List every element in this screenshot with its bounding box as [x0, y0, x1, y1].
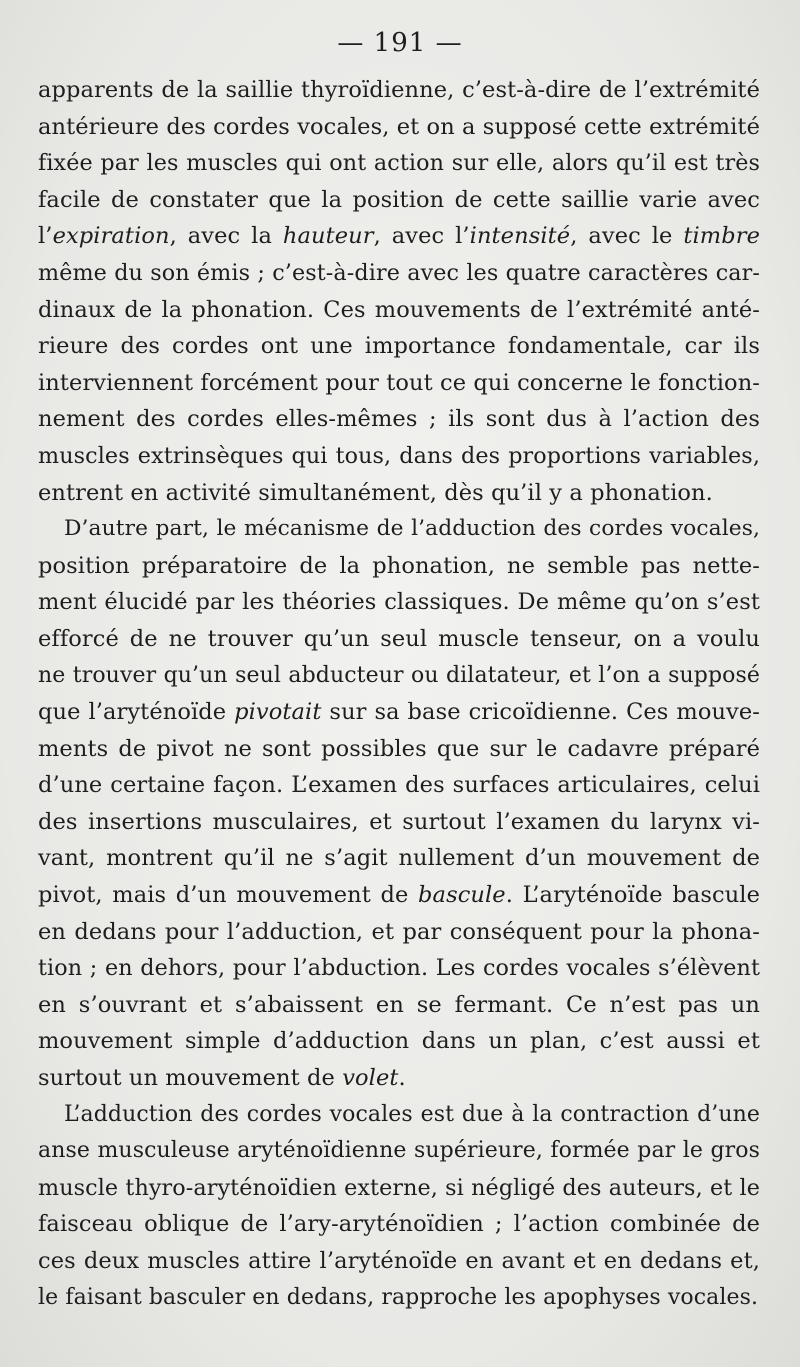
text-line [38, 109, 760, 146]
text-run: rieure des cordes ont une importance fondamentale, car ils [38, 333, 760, 360]
text-line [38, 1280, 760, 1317]
text-run: surtout un mouvement de [38, 1065, 343, 1092]
text-line [38, 72, 760, 109]
paragraph [38, 511, 760, 1097]
italic-text: volet [342, 1065, 399, 1092]
text-line [38, 511, 760, 548]
text-line [38, 475, 760, 512]
text-run: pivot, mais d’un mouvement de [38, 882, 419, 909]
text-line [38, 658, 760, 695]
text-run: , avec l’ [373, 223, 470, 250]
text-run: le faisant basculer en dedans, rapproche les apophyses vocales. [38, 1284, 759, 1310]
text-run: des insertions musculaires, et surtout l’examen du larynx vi- [38, 808, 760, 835]
text-run: . [398, 1065, 406, 1092]
text-run: , avec le [570, 223, 684, 250]
text-line [38, 877, 760, 914]
body-text [38, 72, 760, 1316]
text-line [38, 255, 760, 292]
text-line [38, 1243, 760, 1280]
text-line [38, 731, 760, 768]
text-line [38, 987, 760, 1024]
text-run: mouvement simple d’adduction dans un plan, c’est aussi et [38, 1028, 760, 1055]
text-run: entrent en activité simultanément, dès qu’il y a phonation. [38, 479, 713, 506]
text-line [38, 950, 760, 987]
text-run: apparents de la saillie thyroïdienne, c’est-à-dire de l’extrémité [38, 77, 760, 103]
text-line [38, 621, 760, 658]
text-run: l’ [38, 223, 53, 250]
text-run: faisceau oblique de l’ary-aryténoïdien ; l’action combinée de [38, 1211, 760, 1238]
text-line [38, 401, 760, 438]
italic-text: hauteur [282, 223, 374, 250]
text-run: anse musculeuse aryténoïdienne supérieure, formée par le gros [38, 1138, 760, 1164]
page-number: — 191 — [337, 28, 463, 58]
text-line [38, 292, 760, 329]
text-line [38, 182, 760, 219]
italic-text: pivotait [234, 699, 322, 726]
text-line [38, 584, 760, 621]
text-line [38, 1133, 760, 1170]
text-run: D’autre part, le mécanisme de l’adduction des cordes vocales, [64, 516, 760, 542]
paragraph [38, 1097, 760, 1317]
text-run: en dedans pour l’adduction, et par conséquent pour la phona- [38, 918, 760, 945]
text-run: muscle thyro-aryténoïdien externe, si négligé des auteurs, et le [38, 1174, 760, 1201]
text-line [38, 328, 760, 365]
text-line [38, 914, 760, 951]
text-run: sur sa base cricoïdienne. Ces mouve- [321, 699, 760, 726]
text-line [38, 218, 760, 255]
text-line [38, 548, 760, 585]
text-line [38, 1206, 760, 1243]
text-line [38, 840, 760, 877]
italic-text: intensité [469, 223, 571, 250]
text-run: nement des cordes elles-mêmes ; ils sont dus à l’action des [38, 406, 760, 433]
text-run: vant, montrent qu’il ne s’agit nullement d’un mouvement de [38, 845, 760, 872]
text-line [38, 145, 760, 182]
text-run: ment élucidé par les théories classiques. De même qu’on s’est [38, 589, 760, 616]
text-run: en s’ouvrant et s’abaissent en se fermant. Ce n’est pas un [38, 991, 760, 1018]
text-run: antérieure des cordes vocales, et on a supposé cette extrémité [38, 113, 760, 140]
text-line [38, 694, 760, 731]
text-run: facile de constater que la position de cette saillie varie avec [38, 186, 760, 213]
text-line [38, 804, 760, 841]
text-run: L’adduction des cordes vocales est due à la contraction d’une [64, 1101, 760, 1127]
paragraph [38, 72, 760, 511]
text-run: ments de pivot ne sont possibles que sur le cadavre préparé [38, 735, 760, 762]
italic-text: timbre [683, 223, 761, 250]
italic-text: bascule [418, 882, 506, 909]
text-run: muscles extrinsèques qui tous, dans des proportions variables, [38, 442, 760, 469]
text-line [38, 365, 760, 402]
italic-text: expiration [52, 223, 170, 250]
text-run: tion ; en dehors, pour l’abduction. Les cordes vocales s’élèvent [38, 955, 760, 982]
text-run: . L’aryténoïde bascule [505, 882, 760, 909]
text-run: fixée par les muscles qui ont action sur elle, alors qu’il est très [38, 150, 760, 177]
text-line [38, 1023, 760, 1060]
text-run: dinaux de la phonation. Ces mouvements de l’extrémité anté- [38, 296, 760, 323]
text-run: d’une certaine façon. L’examen des surfaces articulaires, celui [38, 772, 760, 799]
text-run: interviennent forcément pour tout ce qui concerne le fonction- [38, 369, 760, 396]
text-line [38, 1170, 760, 1207]
text-run: position préparatoire de la phonation, ne semble pas nette- [38, 552, 760, 579]
text-run: que l’aryténoïde [38, 699, 235, 726]
text-run: ne trouver qu’un seul abducteur ou dilatateur, et l’on a supposé [38, 662, 760, 688]
text-run: , avec la [169, 223, 283, 250]
text-line [38, 438, 760, 475]
text-run: même du son émis ; c’est-à-dire avec les quatre caractères car- [38, 259, 760, 286]
text-run: efforcé de ne trouver qu’un seul muscle tenseur, on a voulu [38, 625, 760, 652]
text-line [38, 1060, 760, 1097]
text-line [38, 1097, 760, 1134]
text-line [38, 767, 760, 804]
text-run: ces deux muscles attire l’aryténoïde en avant et en dedans et, [38, 1248, 760, 1274]
